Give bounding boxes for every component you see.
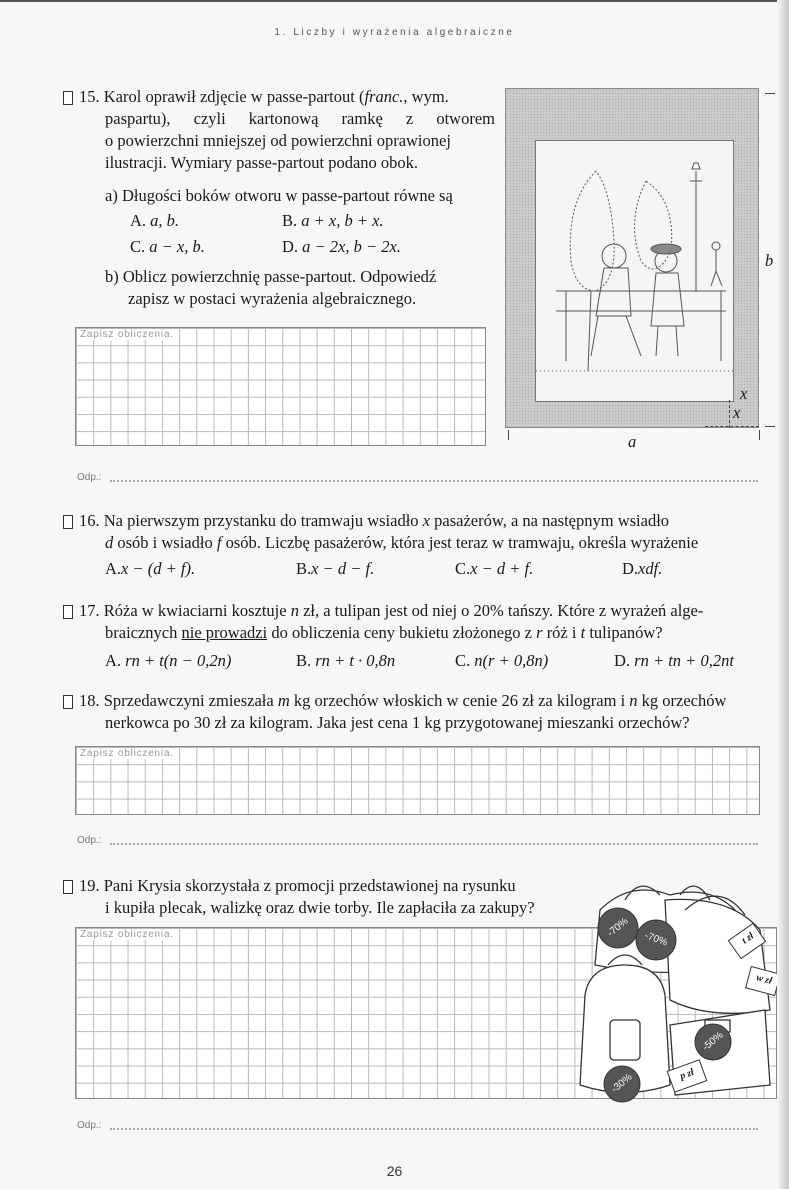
task-18-answer-line[interactable] (110, 843, 758, 845)
tag-minus-30: -30% (609, 1071, 635, 1096)
task-16-option-b[interactable]: B.x − d − f. (296, 559, 375, 578)
task-17-option-c[interactable]: C. n(r + 0,8n) (455, 651, 549, 670)
task-19-line-2: i kupiła plecak, walizkę oraz dwie torby. Ile zapłaciła za zakupy? (105, 898, 535, 917)
task-16-option-a[interactable]: A.x − (d + f). (105, 559, 196, 578)
task-18-line-2: nerkowca po 30 zł za kilogram. Jaka jest cena 1 kg przygotowanej mieszanki orzechów? (105, 713, 690, 732)
dimension-tick-right (759, 430, 760, 440)
tag-price-w: w zł (754, 972, 774, 987)
task-15-work-grid[interactable] (75, 327, 486, 446)
task-15-answer-line[interactable] (110, 480, 758, 482)
task-17-option-a[interactable]: A. rn + t(n − 0,2n) (105, 651, 232, 670)
task-19-answer-line[interactable] (110, 1128, 758, 1130)
task-16-text: 16. Na pierwszym przystanku do tramwaju wsiadło x pasażerów, a na następnym wsiadło (79, 511, 670, 530)
grid-label: Zapisz obliczenia. (77, 748, 177, 759)
photo-opening (535, 140, 734, 402)
task-15-part-b-1: b) Oblicz powierzchnię passe-partout. Odpowiedź (105, 267, 437, 286)
dimension-label-x-vertical: x (740, 384, 748, 403)
page-number: 26 (386, 1163, 403, 1179)
task-18-text: 18. Sprzedawczyni zmieszała m kg orzechów włoskich w cenie 26 zł za kilogram i n kg orzechów (79, 691, 727, 710)
task-17-checkbox[interactable] (63, 605, 73, 619)
tag-minus-50: -50% (700, 1029, 726, 1054)
task-18-checkbox[interactable] (63, 695, 73, 709)
task-15-line-4: ilustracji. Wymiary passe-partout podano obok. (105, 153, 419, 172)
task-19-answer-label: Odp.: (77, 1120, 102, 1131)
task-15-part-b-2: zapisz w postaci wyrażenia algebraicznego. (128, 289, 417, 308)
task-15-option-d[interactable]: D. a − 2x, b − 2x. (282, 237, 401, 256)
grid-label: Zapisz obliczenia. (77, 929, 177, 940)
tag-price-t: t zł (739, 930, 757, 947)
dimension-label-b: b (765, 251, 774, 270)
tag-minus-70-bag2: -70% (643, 930, 669, 949)
bags-illustration (570, 870, 777, 1110)
tag-price-p: p zł (678, 1066, 696, 1083)
dimension-tick-bottom (765, 426, 775, 427)
grid-label: Zapisz obliczenia. (77, 329, 177, 340)
task-18-answer-label: Odp.: (77, 835, 102, 846)
dimension-label-x-horizontal: x (733, 403, 741, 422)
chapter-header: 1. Liczby i wyrażenia algebraiczne (274, 27, 515, 38)
task-16-option-d[interactable]: D.xdf. (622, 559, 663, 578)
page-edge-shadow (777, 0, 789, 1189)
task-15-line-3: o powierzchni mniejszej od powierzchni oprawionej (105, 131, 451, 150)
task-18-work-grid[interactable] (75, 746, 760, 815)
top-rule (0, 0, 789, 2)
task-19-checkbox[interactable] (63, 880, 73, 894)
task-15-line-2: paspartu), czyli kartonową ramkę z otworem (105, 109, 495, 128)
task-17-text: 17. Róża w kwiaciarni kosztuje n zł, a tulipan jest od niej o 20% tańszy. Które z wyrażeń alge- (79, 601, 704, 620)
task-17-line-2: braicznych nie prowadzi do obliczenia ceny bukietu złożonego z r róż i t tulipanów? (105, 623, 663, 642)
dimension-tick-left (508, 430, 509, 440)
task-17-option-d[interactable]: D. rn + tn + 0,2nt (614, 651, 734, 670)
task-16-option-c[interactable]: C.x − d + f. (455, 559, 534, 578)
passe-partout-figure (505, 88, 759, 428)
task-15-part-a: a) Długości boków otworu w passe-partout równe są (105, 186, 453, 205)
task-15-option-c[interactable]: C. a − x, b. (130, 237, 205, 256)
task-15-text: 15. Karol oprawił zdjęcie w passe-partout (franc., wym. (79, 87, 449, 106)
task-16-checkbox[interactable] (63, 515, 73, 529)
tag-minus-70-bag1: -70% (605, 915, 631, 940)
task-15-option-a[interactable]: A. a, b. (130, 211, 180, 230)
dimension-label-a: a (628, 432, 637, 451)
photo-illustration (536, 141, 733, 401)
task-19-text: 19. Pani Krysia skorzystała z promocji przedstawionej na rysunku (79, 876, 516, 895)
task-15-option-b[interactable]: B. a + x, b + x. (282, 211, 384, 230)
emphasis-not-lead: nie prowadzi (181, 623, 268, 642)
task-15-answer-label: Odp.: (77, 472, 102, 483)
task-17-option-b[interactable]: B. rn + t · 0,8n (296, 651, 396, 670)
task-15-checkbox[interactable] (63, 91, 73, 105)
dimension-tick-top (765, 93, 775, 94)
task-16-line-2: d osób i wsiadło f osób. Liczbę pasażerów, która jest teraz w tramwaju, określa wyrażenie (105, 533, 699, 552)
